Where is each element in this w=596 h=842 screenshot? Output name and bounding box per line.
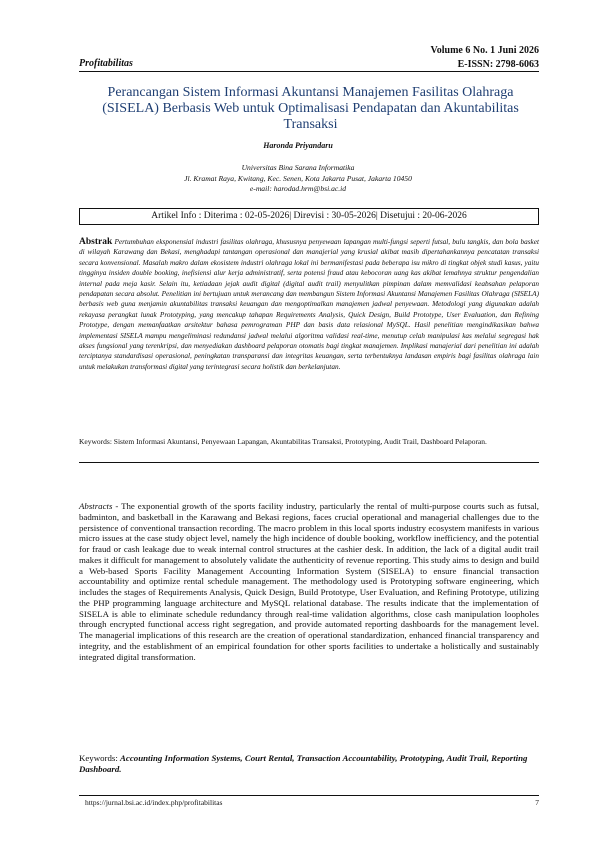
address: Jl. Kramat Raya, Kwitang, Kec. Senen, Kota Jakarta Pusat, Jakarta 10450: [184, 173, 412, 183]
email: e-mail: harodad.hrm@bsi.ac.id: [249, 184, 347, 193]
abstract-en-text: - The exponential growth of the sports facility industry, particularly the rental of multi-purpose courts such as futsal, badminton, and basketball in the Karawang and Bekasi regions, faces crucial operational and managerial challenges due to the persistence of conventional transaction recording. The macro problem in this local sports industry ecosystem manifests in various micro issues at the case study object level, namely the high incidence of double booking, workflow inefficiency, and the potential for fraud or cash leakage due to weak internal control structures at the cashier desk. In addition, the lack of a digital audit trail makes it difficult for management to absolutely validate the authenticity of revenue reporting. This study aims to design and build a Web-based Sports Facility Management Accounting Information System (SISELA) to ensure financial transaction accountability and optimize rental schedule management. The methodology used is Prototyping software engineering, which includes the stages of Requirements Analysis, Quick Design, Build Prototype, User Evaluation, and Refining Prototype, utilizing the PHP programming language architecture and MySQL relational database. The results indicate that the implementation of SISELA is able to eliminate schedule redundancy through real-time validation algorithms, close cash manipulation loopholes through encrypted functional access right segregation, and provide automated reporting dashboards for the management level. The managerial implications of this research are the creation of operational standardization, enhanced financial transparency and integrity, and the establishment of an empirical foundation for other sports facilities to undertake a holistically and sustainably integrated digital transformation.: [79, 501, 539, 662]
keywords-indonesian: [79, 437, 539, 448]
header-divider: [79, 71, 539, 72]
abstract-english: [79, 501, 539, 662]
keywords-id-text: Sistem Informasi Akuntansi, Penyewaan Lapangan, Akuntabilitas Transaksi, Prototyping, Audit Trail, Dashboard Pelaporan.: [111, 437, 487, 446]
abstrak-label: Abstrak: [79, 237, 113, 247]
page-number: 7: [535, 798, 539, 807]
author-name: Haronda Priyandaru: [263, 141, 333, 150]
keywords-en-text: Accounting Information Systems, Court Rental, Transaction Accountability, Prototyping, Audit Trail, Reporting Dashboard.: [79, 753, 528, 774]
paper-title: Perancangan Sistem Informasi Akuntansi Manajemen Fasilitas Olahraga (SISELA) Berbasis Web untuk Optimalisasi Pendapatan dan Akuntabilitas Transaksi: [102, 85, 519, 132]
keywords-english: [79, 753, 539, 775]
institution: Universitas Bina Sarana Informatika: [241, 163, 355, 172]
affiliation-block: [0, 163, 596, 195]
keywords-id-label: Keywords:: [79, 437, 112, 446]
journal-url[interactable]: https://jurnal.bsi.ac.id/index.php/profitabilitas: [85, 798, 223, 807]
abstract-en-label: Abstracts: [79, 501, 113, 511]
section-divider: [79, 462, 539, 463]
footer-divider: [79, 795, 539, 796]
journal-issue-info: [430, 44, 539, 72]
article-info-box: Artikel Info : Diterima : 02-05-2026| Direvisi : 30-05-2026| Disetujui : 20-06-2026: [79, 208, 539, 225]
abstrak-text: Pertumbuhan eksponensial industri fasilitas olahraga, khususnya penyewaan lapangan multi-fungsi seperti futsal, bulu tangkis, dan bola basket di wilayah Karawang dan Bekasi, menghadapi tantangan operasional dan manajerial yang krusial akibat masih dipertahankannya pencatatan transaksi secara konvensional. Masalah makro dalam ekosistem industri olahraga lokal ini bermanifestasi pada beberapa isu mikro di tingkat objek studi kasus, yaitu tingginya insiden double booking, inefisiensi alur kerja administratif, serta potensi fraud atau kebocoran uang kas akibat lemahnya struktur pengendalian internal pada meja kasir. Selain itu, ketiadaan jejak audit digital (digital audit trail) menyulitkan pimpinan dalam memvalidasi keabsahan pelaporan pendapatan secara absolut. Penelitian ini bertujuan untuk merancang dan membangun Sistem Informasi Akuntansi Manajemen Fasilitas Olahraga (SISELA) berbasis web guna menjamin akuntabilitas transaksi keuangan dan mengoptimalkan manajemen jadwal penyewaan. Metodologi yang digunakan adalah rekayasa perangkat lunak Prototyping, yang mencakup tahapan Requirements Analysis, Quick Design, Build Prototype, User Evaluation, dan Refining Prototype, dengan memanfaatkan arsitektur bahasa pemrograman PHP dan basis data relasional MySQL. Hasil penelitian mengindikasikan bahwa implementasi SISELA mampu mengeliminasi redundansi jadwal melalui algoritma validasi real-time, menutup celah manipulasi kas melalui segregasi hak akses fungsional yang terenkripsi, dan menyediakan dashboard pelaporan otomatis bagi tingkat manajemen. Implikasi manajerial dari penelitian ini adalah terciptanya standardisasi operasional, peningkatan transparansi dan integritas keuangan, serta terbentuknya landasan empiris bagi fasilitas olahraga lain untuk melakukan transformasi digital yang terintegrasi secara holistik dan berkelanjutan.: [79, 238, 539, 371]
volume-label: Volume 6 No. 1 Juni 2026: [430, 45, 539, 56]
journal-name: Profitabilitas: [79, 58, 133, 69]
abstract-indonesian: [79, 237, 539, 372]
keywords-en-label: Keywords:: [79, 753, 118, 763]
issn-label: E-ISSN: 2798-6063: [457, 59, 539, 70]
